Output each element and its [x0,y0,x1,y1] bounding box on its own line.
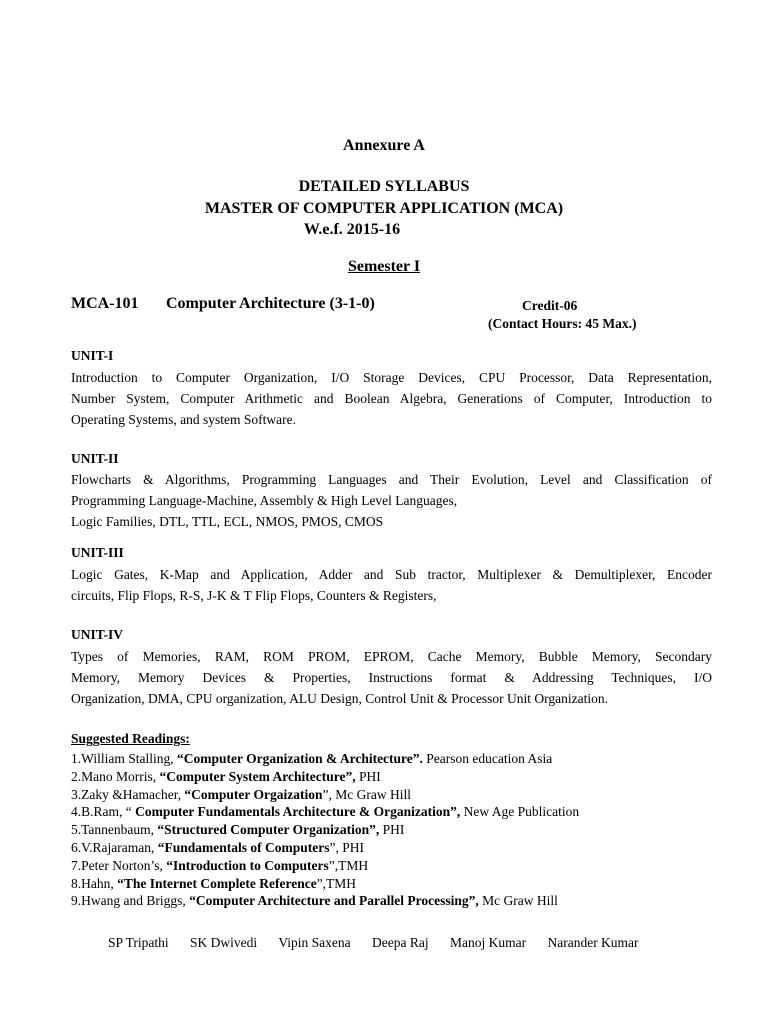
unit-line: Programming Language-Machine, Assembly & High Level Languages, [71,493,458,508]
program-heading: MASTER OF COMPUTER APPLICATION (MCA) [204,200,564,217]
course-credit: Credit-06 [522,298,578,313]
unit-body [71,469,712,532]
unit-line: Types of Memories, RAM, ROM PROM, EPROM, Cache Memory, Bubble Memory, Secondary [71,649,712,664]
reading-item: 6.V.Rajaraman, “Fundamentals of Computers”, PHI [71,839,364,855]
unit-line: Number System, Computer Arithmetic and Boolean Algebra, Generations of Computer, Introduction to [71,391,712,406]
unit-title: UNIT-II [71,451,119,466]
detailed-syllabus-heading: DETAILED SYLLABUS [298,178,470,195]
reading-item: 2.Mano Morris, “Computer System Architecture”, PHI [71,768,381,784]
reading-item: 7.Peter Norton’s, “Introduction to Computers”,TMH [71,857,369,873]
unit-body [71,367,712,430]
unit-line: Introduction to Computer Organization, I/O Storage Devices, CPU Processor, Data Representation, [71,370,712,385]
unit-line: Organization, DMA, CPU organization, ALU Design, Control Unit & Processor Unit Organization. [71,691,608,706]
unit-title: UNIT-IV [71,627,124,642]
reading-item: 9.Hwang and Briggs, “Computer Architecture and Parallel Processing”, Mc Graw Hill [71,893,558,909]
reading-item: 8.Hahn, “The Internet Complete Reference”,TMH [71,875,357,891]
author-name: Deepa Raj [372,935,429,950]
unit-line: Flowcharts & Algorithms, Programming Languages and Their Evolution, Level and Classification of [71,472,712,487]
wef-heading: W.e.f. 2015-16 [303,221,401,238]
contact-hours: (Contact Hours: 45 Max.) [488,316,637,331]
unit-line: circuits, Flip Flops, R-S, J-K & T Flip Flops, Counters & Registers, [71,588,437,603]
course-code: MCA-101 [71,295,139,312]
reading-item: 5.Tannenbaum, “Structured Computer Organization”, PHI [71,822,405,838]
author-name: Vipin Saxena [278,935,351,950]
unit-title: UNIT-III [71,545,124,560]
course-title [71,295,375,313]
semester-heading: Semester I [347,258,421,275]
unit-line: Operating Systems, and system Software. [71,412,296,427]
unit-body [71,564,712,606]
readings-title: Suggested Readings: [71,731,190,746]
author-name: Manoj Kumar [449,935,527,950]
course-name: Computer Architecture (3-1-0) [166,295,375,312]
annexure-heading: Annexure A [343,137,425,154]
reading-item: 1.William Stalling, “Computer Organization & Architecture”. Pearson education Asia [71,751,553,766]
unit-line: Logic Gates, K-Map and Application, Adder and Sub tractor, Multiplexer & Demultiplexer, Encoder [71,567,712,582]
unit-body [71,646,712,709]
reading-item: 3.Zaky &Hamacher, “Computer Orgaization”, Mc Graw Hill [71,786,412,802]
author-name: SP Tripathi [108,935,169,950]
author-name: SK Dwivedi [190,935,258,950]
unit-line: Logic Families, DTL, TTL, ECL, NMOS, PMOS, CMOS [71,514,384,529]
unit-line: Memory, Memory Devices & Properties, Instructions format & Addressing Techniques, I/O [71,670,712,685]
reading-item: 4.B.Ram, “ Computer Fundamentals Architecture & Organization”, New Age Publication [71,804,580,820]
authors-line [108,935,657,951]
readings-list [71,750,579,910]
unit-title: UNIT-I [71,348,114,363]
author-name: Narander Kumar [547,935,639,950]
